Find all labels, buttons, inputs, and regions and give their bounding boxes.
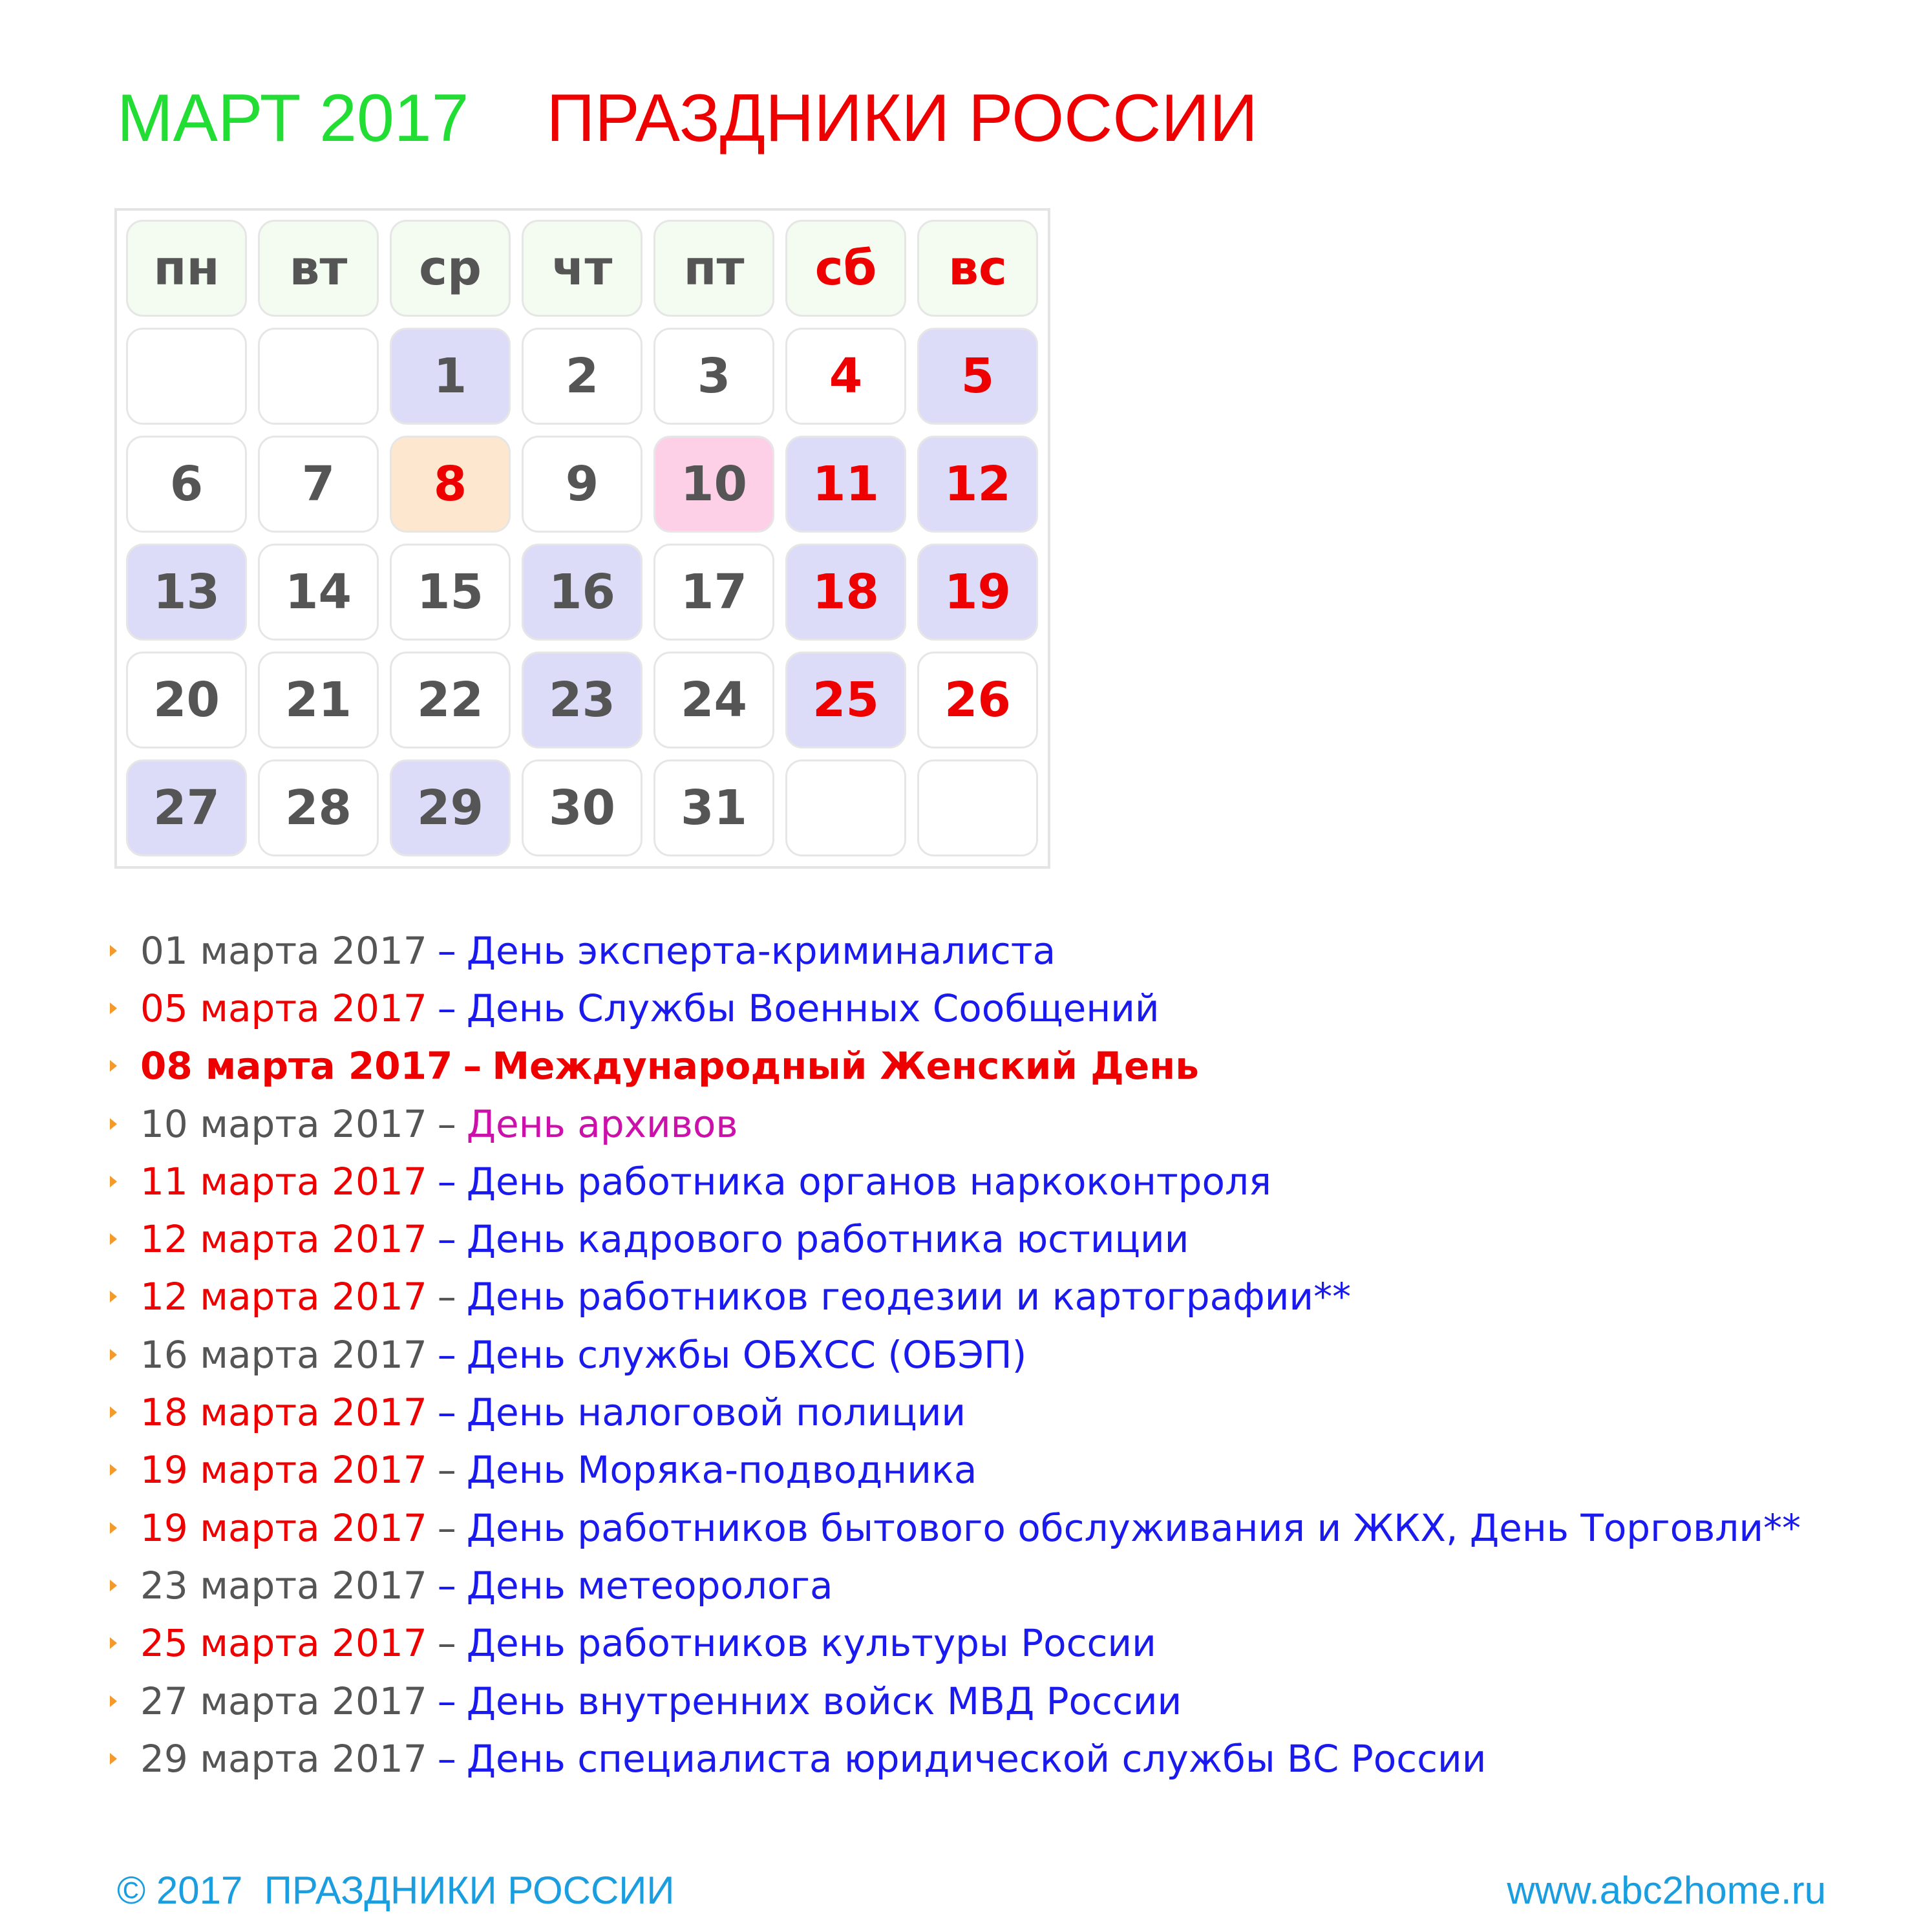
bullet-arrow-icon <box>110 1349 117 1361</box>
holiday-name: День эксперта-криминалиста <box>466 928 1056 973</box>
holiday-item <box>110 1326 1801 1383</box>
holiday-date: 23 марта 2017 <box>140 1563 427 1608</box>
calendar-empty-cell <box>785 759 906 856</box>
holiday-separator: – <box>463 1044 482 1088</box>
holiday-date: 11 марта 2017 <box>140 1159 427 1204</box>
calendar-day: 2 <box>522 328 642 425</box>
calendar-empty-cell <box>258 328 379 425</box>
calendar-day: 3 <box>653 328 774 425</box>
holiday-item <box>110 1615 1801 1672</box>
holiday-name: Международный Женский День <box>492 1044 1199 1088</box>
calendar-day: 17 <box>653 544 774 641</box>
calendar <box>114 208 1050 869</box>
calendar-day: 25 <box>785 652 906 748</box>
weekday-header: пт <box>653 220 774 317</box>
calendar-day: 15 <box>390 544 511 641</box>
holiday-separator: – <box>437 1736 456 1781</box>
holiday-item <box>110 1268 1801 1326</box>
calendar-day: 4 <box>785 328 906 425</box>
holiday-separator: – <box>437 928 456 973</box>
calendar-day: 16 <box>522 544 642 641</box>
holiday-item <box>110 1383 1801 1441</box>
bullet-arrow-icon <box>110 1753 117 1765</box>
calendar-day: 1 <box>390 328 511 425</box>
holiday-item <box>110 1152 1801 1210</box>
holiday-date: 01 марта 2017 <box>140 928 427 973</box>
holiday-separator: – <box>437 1101 456 1146</box>
weekday-header: ср <box>390 220 511 317</box>
weekday-header: сб <box>785 220 906 317</box>
holiday-item <box>110 979 1801 1037</box>
holiday-name: День архивов <box>466 1101 738 1146</box>
holiday-name: День Моряка-подводника <box>466 1448 977 1492</box>
bullet-arrow-icon <box>110 1464 117 1476</box>
holiday-date: 12 марта 2017 <box>140 1275 427 1319</box>
bullet-arrow-icon <box>110 1118 117 1130</box>
holiday-item <box>110 1095 1801 1152</box>
bullet-arrow-icon <box>110 1003 117 1014</box>
calendar-day: 19 <box>917 544 1038 641</box>
holiday-name: День специалиста юридической службы ВС России <box>466 1736 1487 1781</box>
footer-copyright: © 2017 ПРАЗДНИКИ РОССИИ <box>117 1869 675 1912</box>
holiday-name: День работников геодезии и картографии** <box>466 1275 1352 1319</box>
calendar-day: 20 <box>126 652 247 748</box>
bullet-arrow-icon <box>110 1291 117 1302</box>
holiday-separator: – <box>437 1217 456 1262</box>
holiday-separator: – <box>437 1448 456 1492</box>
holiday-date: 05 марта 2017 <box>140 986 427 1030</box>
holiday-name: День работника органов наркоконтроля <box>466 1159 1271 1204</box>
calendar-grid <box>126 220 1038 856</box>
holiday-date: 27 марта 2017 <box>140 1679 427 1723</box>
holiday-date: 19 марта 2017 <box>140 1505 427 1550</box>
holiday-separator: – <box>437 1159 456 1204</box>
bullet-arrow-icon <box>110 945 117 957</box>
calendar-day: 31 <box>653 759 774 856</box>
calendar-day: 28 <box>258 759 379 856</box>
holiday-item <box>110 1037 1801 1095</box>
bullet-arrow-icon <box>110 1695 117 1707</box>
calendar-day: 7 <box>258 436 379 533</box>
holiday-item <box>110 1730 1801 1787</box>
weekday-header: чт <box>522 220 642 317</box>
holiday-date: 08 марта 2017 <box>140 1044 453 1088</box>
calendar-empty-cell <box>917 759 1038 856</box>
holiday-name: День службы ОБХСС (ОБЭП) <box>466 1332 1027 1377</box>
holiday-list <box>110 922 1801 1787</box>
month-title: МАРТ 2017 <box>117 81 469 156</box>
page-header <box>117 76 1258 160</box>
calendar-day: 11 <box>785 436 906 533</box>
holiday-separator: – <box>437 986 456 1030</box>
calendar-day: 13 <box>126 544 247 641</box>
holiday-item <box>110 1441 1801 1499</box>
calendar-day: 9 <box>522 436 642 533</box>
calendar-day: 29 <box>390 759 511 856</box>
holiday-date: 25 марта 2017 <box>140 1621 427 1666</box>
holiday-date: 10 марта 2017 <box>140 1101 427 1146</box>
bullet-arrow-icon <box>110 1060 117 1072</box>
calendar-day: 22 <box>390 652 511 748</box>
bullet-arrow-icon <box>110 1522 117 1534</box>
footer-site-link[interactable]: www.abc2home.ru <box>1507 1869 1826 1912</box>
weekday-header: вт <box>258 220 379 317</box>
holiday-name: День метеоролога <box>466 1563 833 1608</box>
holiday-separator: – <box>437 1679 456 1723</box>
calendar-day: 8 <box>390 436 511 533</box>
calendar-day: 24 <box>653 652 774 748</box>
calendar-day: 27 <box>126 759 247 856</box>
holiday-item <box>110 1210 1801 1268</box>
holiday-separator: – <box>437 1275 456 1319</box>
holiday-item <box>110 1556 1801 1614</box>
holiday-separator: – <box>437 1621 456 1666</box>
holiday-separator: – <box>437 1390 456 1435</box>
holiday-item <box>110 922 1801 979</box>
holiday-date: 16 марта 2017 <box>140 1332 427 1377</box>
bullet-arrow-icon <box>110 1407 117 1418</box>
holiday-separator: – <box>437 1332 456 1377</box>
calendar-day: 5 <box>917 328 1038 425</box>
holiday-separator: – <box>437 1563 456 1608</box>
holiday-name: День работников бытового обслуживания и ЖКХ, День Торговли** <box>466 1505 1801 1550</box>
holiday-title: ПРАЗДНИКИ РОССИИ <box>546 81 1258 156</box>
calendar-day: 21 <box>258 652 379 748</box>
calendar-day: 18 <box>785 544 906 641</box>
calendar-empty-cell <box>126 328 247 425</box>
bullet-arrow-icon <box>110 1233 117 1245</box>
bullet-arrow-icon <box>110 1580 117 1591</box>
weekday-header: пн <box>126 220 247 317</box>
holiday-name: День налоговой полиции <box>466 1390 966 1435</box>
weekday-header: вс <box>917 220 1038 317</box>
holiday-name: День кадрового работника юстиции <box>466 1217 1189 1262</box>
calendar-day: 23 <box>522 652 642 748</box>
holiday-date: 19 марта 2017 <box>140 1448 427 1492</box>
holiday-separator: – <box>437 1505 456 1550</box>
holiday-date: 18 марта 2017 <box>140 1390 427 1435</box>
holiday-name: День внутренних войск МВД России <box>466 1679 1182 1723</box>
calendar-day: 30 <box>522 759 642 856</box>
bullet-arrow-icon <box>110 1176 117 1187</box>
holiday-item <box>110 1672 1801 1730</box>
holiday-name: День работников культуры России <box>466 1621 1156 1666</box>
calendar-day: 10 <box>653 436 774 533</box>
calendar-day: 12 <box>917 436 1038 533</box>
calendar-day: 26 <box>917 652 1038 748</box>
holiday-item <box>110 1499 1801 1556</box>
holiday-date: 12 марта 2017 <box>140 1217 427 1262</box>
calendar-day: 6 <box>126 436 247 533</box>
holiday-name: День Службы Военных Сообщений <box>466 986 1160 1030</box>
calendar-day: 14 <box>258 544 379 641</box>
bullet-arrow-icon <box>110 1637 117 1649</box>
holiday-date: 29 марта 2017 <box>140 1736 427 1781</box>
